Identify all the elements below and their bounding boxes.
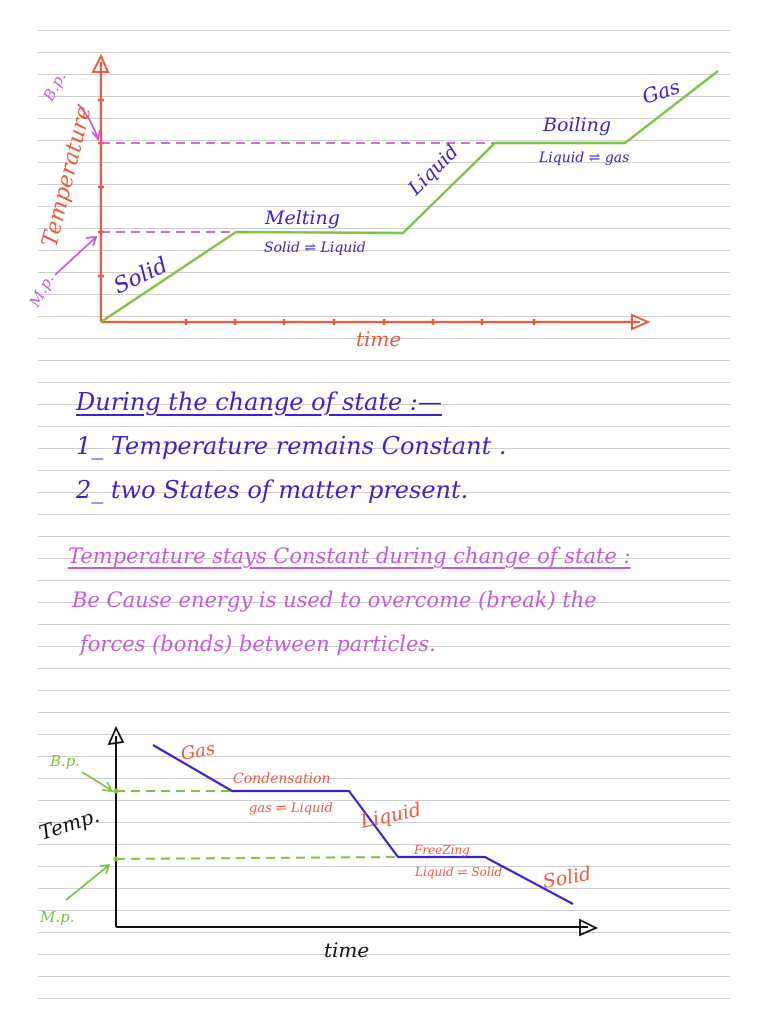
notes-heading: During the change of state :— [76, 388, 442, 416]
cooling-mp-pointer [66, 866, 108, 900]
cooling-bp-pointer [82, 772, 111, 790]
cooling-curve-diagram [0, 710, 768, 1010]
equation-boiling-label: Liquid ⇌ gas [539, 150, 630, 166]
heating-curve [101, 71, 718, 322]
cooling-mp-guide [116, 857, 398, 859]
equation-melting-label: Solid ⇌ Liquid [264, 240, 366, 256]
stage-solid-label: Solid [109, 252, 172, 300]
heating-x-axis-label: time [356, 327, 402, 351]
cooling-stage-condensation: Condensation [233, 771, 331, 787]
cooling-equation-freezing: Liquid ⇌ Solid [415, 865, 503, 879]
cooling-y-axis-label: Temp. [36, 802, 103, 845]
stage-liquid-label: Liquid [403, 140, 463, 200]
cooling-stage-gas: Gas [179, 738, 217, 765]
cooling-bp-label: B.p. [50, 752, 81, 770]
heating-y-axis-label: Temperature [37, 103, 97, 250]
cooling-x-axis-label: time [324, 938, 370, 962]
cooling-stage-solid: Solid [541, 862, 593, 893]
stage-melting-label: Melting [265, 207, 340, 229]
cooling-stage-freezing: FreeZing [414, 843, 470, 857]
stage-gas-label: Gas [639, 74, 683, 109]
heating-mp-label: M.p. [25, 270, 58, 310]
reason-line-1: Be Cause energy is used to overcome (break) the [72, 588, 597, 612]
reason-title: Temperature stays Constant during change of state : [68, 544, 631, 568]
cooling-stage-liquid: Liquid [358, 798, 424, 833]
stage-boiling-label: Boiling [543, 114, 612, 136]
heating-curve-diagram [0, 0, 768, 360]
cooling-equation-condensation: gas ⇌ Liquid [249, 801, 333, 816]
reason-line-2: forces (bonds) between particles. [80, 632, 436, 656]
notes-point-2: 2_ two States of matter present. [76, 476, 469, 504]
heating-bp-label: B.p. [39, 68, 70, 104]
notes-point-1: 1_ Temperature remains Constant . [76, 432, 507, 460]
cooling-mp-label: M.p. [40, 908, 75, 926]
